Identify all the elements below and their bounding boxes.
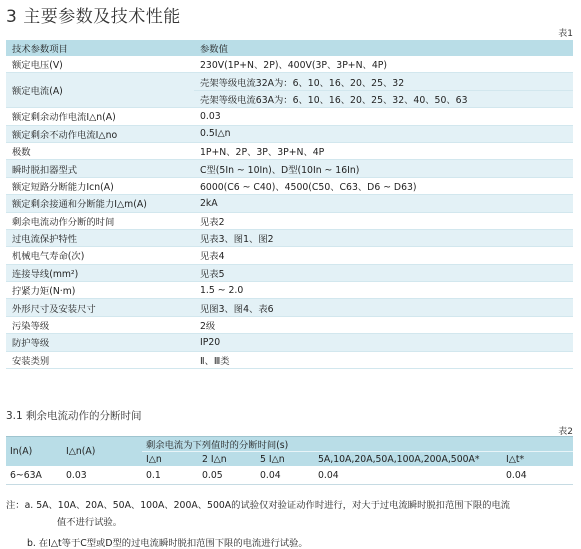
table-row [6, 56, 573, 73]
section-heading: 3 主要参数及技术性能 [6, 7, 181, 27]
subcol: I△n [142, 452, 198, 467]
table2-header [6, 437, 573, 452]
param-value: 6000(C6 ~ C40)、4500(C50、C63、D6 ~ D63) [194, 177, 573, 194]
table-row [6, 195, 573, 212]
subcol: 2 I△n [198, 452, 256, 467]
param-value: 见表4 [194, 247, 573, 264]
cell: 0.04 [256, 466, 314, 485]
param-value: 1P+N、2P、3P、3P+N、4P [194, 142, 573, 159]
table-row [6, 264, 573, 281]
table1-label: 表1 [558, 29, 573, 39]
trip-time-table [6, 436, 573, 485]
param-value: Ⅱ、Ⅲ类 [194, 351, 573, 368]
table-row [6, 142, 573, 159]
cell: 0.1 [142, 466, 198, 485]
param-value: 壳架等级电流32A为：6、10、16、20、25、32 [194, 73, 573, 90]
subcol: 5 I△n [256, 452, 314, 467]
param-value: C型(5In ~ 10In)、D型(10In ~ 16In) [194, 160, 573, 177]
param-value: 1.5 ~ 2.0 [194, 282, 573, 299]
cell: 0.03 [62, 466, 142, 485]
header-value: 参数值 [194, 40, 573, 56]
param-name: 极数 [6, 142, 194, 159]
table-row [6, 282, 573, 299]
param-name: 防护等级 [6, 334, 194, 351]
param-value: 2kA [194, 195, 573, 212]
param-value: 见表2 [194, 212, 573, 229]
param-value-2: 壳架等级电流63A为：6、10、16、20、25、32、40、50、63 [194, 90, 573, 107]
param-name: 额定剩余不动作电流I△no [6, 125, 194, 142]
table-row [6, 351, 573, 368]
table-row [6, 108, 573, 125]
col-idn: I△n(A) [62, 437, 142, 467]
param-value: 见图3、图4、表6 [194, 299, 573, 316]
table-row [6, 160, 573, 177]
table-row [6, 73, 573, 90]
param-name: 剩余电流动作分断的时间 [6, 212, 194, 229]
note-a: 注：a. 5A、10A、20A、50A、100A、200A、500A的试验仅对验证动作时进行，对大于过电流瞬时脱扣范围下限的电流 [6, 500, 511, 511]
subcol: I△t* [502, 452, 573, 467]
header-item: 技术参数项目 [6, 40, 194, 56]
param-name: 额定剩余接通和分断能力I△m(A) [6, 195, 194, 212]
parameters-table [6, 40, 573, 369]
param-name: 机械电气寿命(次) [6, 247, 194, 264]
cell: 6~63A [6, 466, 62, 485]
table-row [6, 334, 573, 351]
param-name: 过电流保护特性 [6, 229, 194, 246]
param-name: 安装类别 [6, 351, 194, 368]
table-row [6, 466, 573, 485]
param-name: 额定电流(A) [6, 73, 194, 108]
param-value: 0.03 [194, 108, 573, 125]
param-name: 额定电压(V) [6, 56, 194, 73]
table-row [6, 125, 573, 142]
col-in: In(A) [6, 437, 62, 467]
param-value: 见表3、图1、图2 [194, 229, 573, 246]
table2-label: 表2 [558, 427, 573, 437]
table-row [6, 212, 573, 229]
param-name: 额定短路分断能力Icn(A) [6, 177, 194, 194]
param-value: IP20 [194, 334, 573, 351]
param-name: 连接导线(mm²) [6, 264, 194, 281]
table-row [6, 316, 573, 333]
table1-header [6, 40, 573, 56]
param-value: 2级 [194, 316, 573, 333]
param-name: 拧紧力矩(N·m) [6, 282, 194, 299]
param-value: 见表5 [194, 264, 573, 281]
note-a-cont: 值不进行试验。 [57, 517, 123, 528]
col-group: 剩余电流为下列值时的分断时间(s) [142, 437, 573, 452]
table-row [6, 177, 573, 194]
subcol: 5A,10A,20A,50A,100A,200A,500A* [314, 452, 502, 467]
param-value: 0.5I△n [194, 125, 573, 142]
subsection-heading: 3.1 剩余电流动作的分断时间 [6, 410, 142, 422]
note-b: b. 在I△t等于C型或D型的过电流瞬时脱扣范围下限的电流进行试验。 [27, 538, 308, 549]
param-name: 额定剩余动作电流I△n(A) [6, 108, 194, 125]
cell: 0.05 [198, 466, 256, 485]
param-value: 230V(1P+N、2P)、400V(3P、3P+N、4P) [194, 56, 573, 73]
cell: 0.04 [502, 466, 573, 485]
table-row [6, 229, 573, 246]
cell: 0.04 [314, 466, 502, 485]
table-row [6, 247, 573, 264]
param-name: 污染等级 [6, 316, 194, 333]
table-row [6, 299, 573, 316]
param-name: 瞬时脱扣器型式 [6, 160, 194, 177]
param-name: 外形尺寸及安装尺寸 [6, 299, 194, 316]
